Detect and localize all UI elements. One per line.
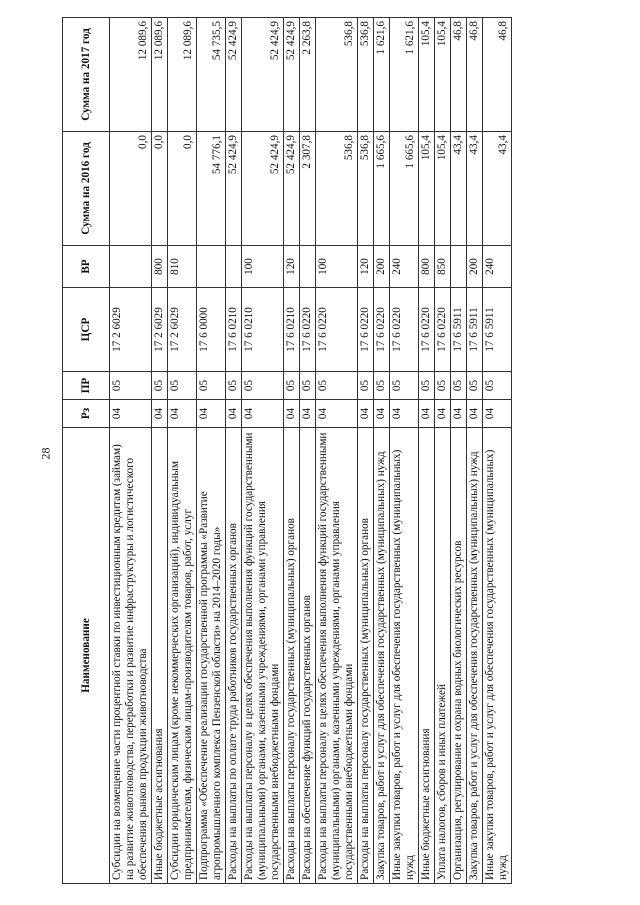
cell-sum-2016: 52 424,9: [226, 132, 242, 246]
cell-sum-2017: 54 735,5: [197, 18, 226, 132]
table-row: [300, 18, 316, 884]
cell-pr: 05: [152, 372, 168, 400]
header-name: Наименование: [63, 428, 110, 884]
cell-pr: 05: [419, 372, 435, 400]
cell-vr: 240: [390, 246, 419, 288]
cell-name: Иные бюджетные ассигнования: [419, 428, 435, 884]
cell-vr: [451, 246, 467, 288]
cell-sum-2017: 12 089,6: [152, 18, 168, 132]
cell-rz: 04: [390, 400, 419, 428]
cell-rz: 04: [467, 400, 483, 428]
cell-rz: 04: [300, 400, 316, 428]
table-row: [451, 18, 467, 884]
cell-rz: 04: [451, 400, 467, 428]
cell-pr: 05: [284, 372, 300, 400]
cell-sum-2016: 536,8: [358, 132, 374, 246]
cell-name: Иные бюджетные ассигнования: [152, 428, 168, 884]
cell-pr: 05: [242, 372, 284, 400]
cell-sum-2016: 54 776,1: [197, 132, 226, 246]
cell-rz: 04: [483, 400, 512, 428]
header-sum-2016: Сумма на 2016 год: [63, 132, 110, 246]
cell-vr: 100: [242, 246, 284, 288]
cell-sum-2016: 1 665,6: [390, 132, 419, 246]
cell-sum-2016: 105,4: [419, 132, 435, 246]
table-row: [152, 18, 168, 884]
cell-name: Организация, регулирование и охрана водных биологических ресурсов: [451, 428, 467, 884]
cell-rz: 04: [197, 400, 226, 428]
cell-csr: 17 6 0220: [374, 288, 390, 372]
header-sum-2017: Сумма на 2017 год: [63, 18, 110, 132]
cell-csr: 17 2 6029: [110, 288, 152, 372]
cell-sum-2017: 105,4: [419, 18, 435, 132]
cell-sum-2016: 105,4: [435, 132, 451, 246]
cell-pr: 05: [316, 372, 358, 400]
cell-sum-2017: 52 424,9: [284, 18, 300, 132]
table-row: [197, 18, 226, 884]
cell-name: Закупка товаров, работ и услуг для обеспечения государственных (муниципальных) нужд: [374, 428, 390, 884]
cell-vr: [197, 246, 226, 288]
cell-sum-2016: 0,0: [110, 132, 152, 246]
cell-csr: 17 2 6029: [152, 288, 168, 372]
cell-csr: 17 6 0220: [390, 288, 419, 372]
cell-csr: 17 6 0220: [419, 288, 435, 372]
cell-csr: 17 6 5911: [467, 288, 483, 372]
table-row: [467, 18, 483, 884]
cell-name: Расходы на выплаты по оплате труда работников государственных органов: [226, 428, 242, 884]
cell-sum-2016: 43,4: [483, 132, 512, 246]
cell-sum-2017: 46,8: [467, 18, 483, 132]
cell-vr: [110, 246, 152, 288]
cell-sum-2017: 2 263,8: [300, 18, 316, 132]
cell-csr: 17 6 0210: [226, 288, 242, 372]
table-row: [374, 18, 390, 884]
page-number: 28: [38, 447, 53, 459]
cell-csr: 17 6 0220: [300, 288, 316, 372]
cell-pr: 05: [197, 372, 226, 400]
cell-pr: 05: [168, 372, 197, 400]
table-row: [316, 18, 358, 884]
cell-rz: 04: [226, 400, 242, 428]
cell-pr: 05: [467, 372, 483, 400]
cell-name: Иные закупки товаров, работ и услуг для обеспечения государственных (муниципальных) нужд: [390, 428, 419, 884]
cell-sum-2016: 0,0: [152, 132, 168, 246]
cell-sum-2016: 52 424,9: [284, 132, 300, 246]
cell-rz: 04: [374, 400, 390, 428]
cell-csr: 17 6 5911: [483, 288, 512, 372]
cell-name: Расходы на выплаты персоналу государственных (муниципальных) органов: [284, 428, 300, 884]
cell-rz: 04: [419, 400, 435, 428]
cell-name: Расходы на выплаты персоналу в целях обеспечения выполнения функций государственными (муниципальными) органами, казенными учреждениями, органами управления государственными внебюджетными фондами: [242, 428, 284, 884]
cell-sum-2016: 0,0: [168, 132, 197, 246]
cell-sum-2017: 52 424,9: [226, 18, 242, 132]
cell-sum-2016: 52 424,9: [242, 132, 284, 246]
cell-sum-2017: 12 089,6: [110, 18, 152, 132]
cell-name: Уплата налогов, сборов и иных платежей: [435, 428, 451, 884]
table-row: [358, 18, 374, 884]
cell-vr: [226, 246, 242, 288]
cell-pr: 05: [451, 372, 467, 400]
header-vr: ВР: [63, 246, 110, 288]
cell-pr: 05: [390, 372, 419, 400]
cell-vr: 200: [467, 246, 483, 288]
cell-pr: 05: [358, 372, 374, 400]
cell-pr: 05: [300, 372, 316, 400]
cell-csr: 17 2 6029: [168, 288, 197, 372]
table-row: [483, 18, 512, 884]
table-row: [226, 18, 242, 884]
cell-csr: 17 6 5911: [451, 288, 467, 372]
cell-vr: 810: [168, 246, 197, 288]
cell-name: Иные закупки товаров, работ и услуг для обеспечения государственных (муниципальных) нужд: [483, 428, 512, 884]
table-row: [390, 18, 419, 884]
cell-sum-2016: 43,4: [467, 132, 483, 246]
cell-rz: 04: [168, 400, 197, 428]
cell-vr: 800: [152, 246, 168, 288]
cell-sum-2017: 46,8: [451, 18, 467, 132]
cell-pr: 05: [374, 372, 390, 400]
cell-name: Расходы на выплаты персоналу государственных (муниципальных) органов: [358, 428, 374, 884]
cell-vr: 120: [284, 246, 300, 288]
cell-rz: 04: [316, 400, 358, 428]
cell-name: Подпрограмма «Обеспечение реализации государственной программы «Развитие агропромышленного комплекса Пензенской области» на 2014–2020 годы»: [197, 428, 226, 884]
table-row: [242, 18, 284, 884]
table-row: [110, 18, 152, 884]
cell-sum-2016: 536,8: [316, 132, 358, 246]
cell-vr: 850: [435, 246, 451, 288]
cell-name: Субсидии юридическим лицам (кроме некоммерческих организаций), индивидуальным предпринимателям, физическим лицам-производителям товаров, работ, услуг: [168, 428, 197, 884]
cell-sum-2017: 536,8: [358, 18, 374, 132]
cell-vr: [300, 246, 316, 288]
cell-vr: 800: [419, 246, 435, 288]
cell-csr: 17 6 0220: [358, 288, 374, 372]
cell-pr: 05: [483, 372, 512, 400]
table-row: [168, 18, 197, 884]
cell-name: Субсидии на возмещение части процентной ставки по инвестиционным кредитам (займам) на развитие животноводства, переработки и развитие инфраструктуры и логистического обеспечения рынков продукции животноводства: [110, 428, 152, 884]
cell-rz: 04: [358, 400, 374, 428]
cell-sum-2017: 105,4: [435, 18, 451, 132]
cell-vr: 240: [483, 246, 512, 288]
cell-vr: 120: [358, 246, 374, 288]
cell-sum-2017: 536,8: [316, 18, 358, 132]
cell-sum-2017: 1 621,6: [374, 18, 390, 132]
cell-rz: 04: [110, 400, 152, 428]
cell-name: Расходы на обеспечение функций государственных органов: [300, 428, 316, 884]
cell-sum-2016: 43,4: [451, 132, 467, 246]
cell-name: Закупка товаров, работ и услуг для обеспечения государственных (муниципальных) нужд: [467, 428, 483, 884]
cell-pr: 05: [110, 372, 152, 400]
cell-rz: 04: [284, 400, 300, 428]
header-rz: Рз: [63, 400, 110, 428]
cell-rz: 04: [242, 400, 284, 428]
cell-sum-2017: 12 089,6: [168, 18, 197, 132]
cell-sum-2017: 1 621,6: [390, 18, 419, 132]
cell-csr: 17 6 0000: [197, 288, 226, 372]
cell-sum-2016: 2 307,8: [300, 132, 316, 246]
cell-pr: 05: [435, 372, 451, 400]
cell-sum-2017: 46,8: [483, 18, 512, 132]
cell-name: Расходы на выплаты персоналу в целях обеспечения выполнения функций государственными (муниципальными) органами, казенными учреждениями, органами управления государственными внебюджетными фондами: [316, 428, 358, 884]
table-header-row: [63, 18, 110, 884]
table-row: [435, 18, 451, 884]
table-row: [419, 18, 435, 884]
cell-vr: 200: [374, 246, 390, 288]
cell-pr: 05: [226, 372, 242, 400]
cell-vr: 100: [316, 246, 358, 288]
budget-table: [62, 17, 512, 884]
header-pr: ПР: [63, 372, 110, 400]
cell-sum-2017: 52 424,9: [242, 18, 284, 132]
header-csr: ЦСР: [63, 288, 110, 372]
table-row: [284, 18, 300, 884]
cell-csr: 17 6 0220: [316, 288, 358, 372]
cell-sum-2016: 1 665,6: [374, 132, 390, 246]
cell-rz: 04: [152, 400, 168, 428]
cell-csr: 17 6 0210: [242, 288, 284, 372]
table-body: [110, 18, 512, 884]
cell-csr: 17 6 0220: [435, 288, 451, 372]
cell-csr: 17 6 0210: [284, 288, 300, 372]
rotated-table-container: [62, 18, 618, 884]
cell-rz: 04: [435, 400, 451, 428]
